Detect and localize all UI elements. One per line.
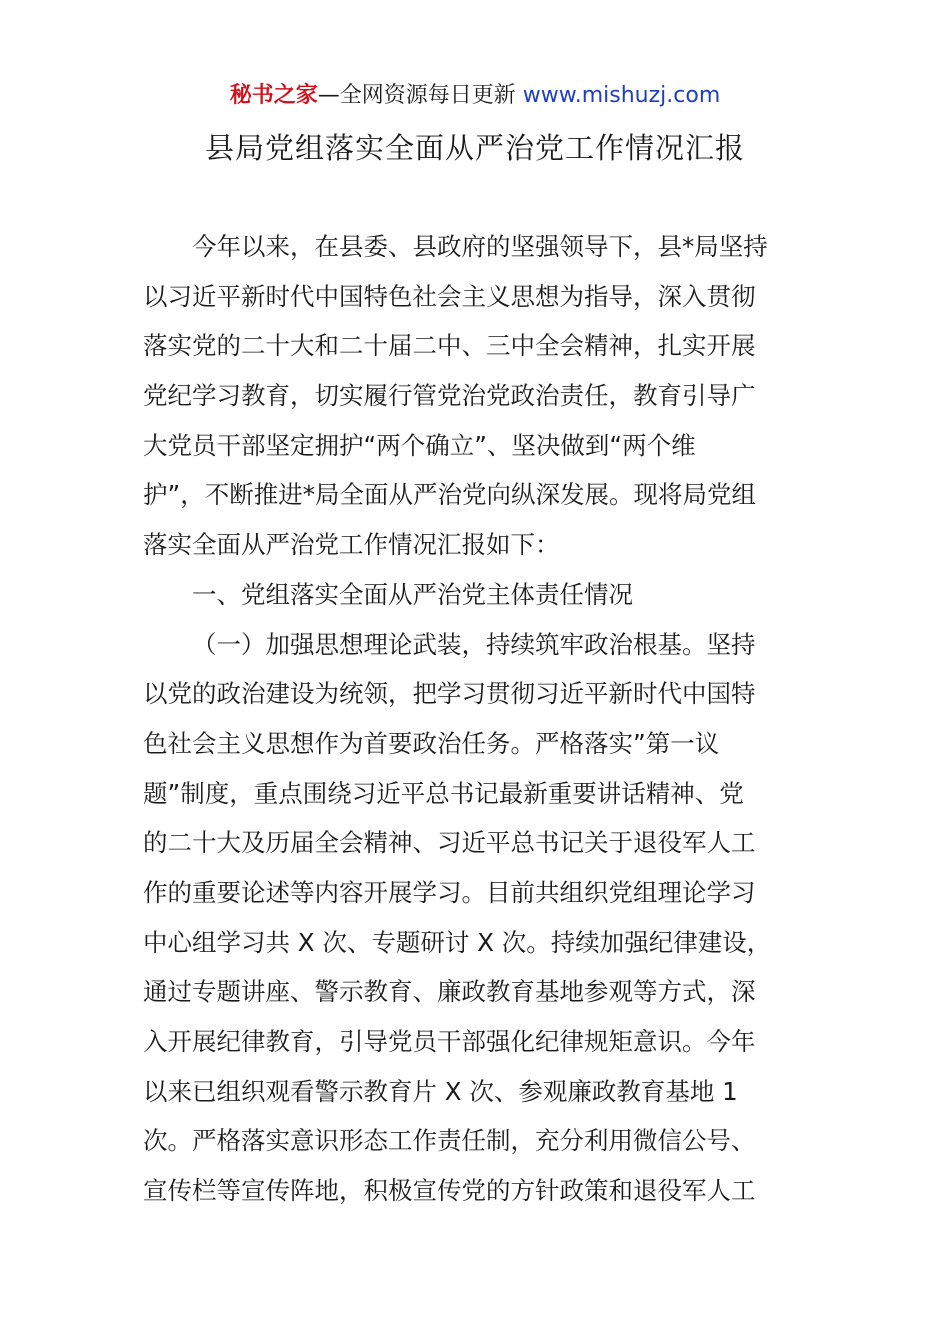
section-heading: 一、党组落实全面从严治党主体责任情况 [192,579,633,609]
body-line: 以来已组织观看警示教育片 X 次、参观廉政教育基地 1 [143,1076,738,1106]
body-line: 通过专题讲座、警示教育、廉政教育基地参观等方式，深 [143,977,756,1007]
body-line: 色社会主义思想作为首要政治任务。严格落实”第一议 [143,728,720,758]
body-line: 护”，不断推进*局全面从严治党向纵深发展。现将局党组 [143,480,756,510]
subsection-line: （一）加强思想理论武装，持续筑牢政治根基。坚持 [192,629,756,659]
document-body [143,228,808,1222]
header-tagline: —全网资源每日更新 [317,83,516,108]
body-line: 党纪学习教育，切实履行管党治党政治责任，教育引导广 [143,381,756,411]
body-line: 大党员干部坚定拥护“两个确立”、坚决做到“两个维 [143,430,696,460]
body-line: 作的重要论述等内容开展学习。目前共组织党组理论学习 [143,877,756,907]
body-line: 的二十大及历届全会精神、习近平总书记关于退役军人工 [143,828,756,858]
brand-name: 秘书之家 [229,83,318,108]
body-line: 题”制度，重点围绕习近平总书记最新重要讲话精神、党 [143,778,744,808]
body-line: 入开展纪律教育，引导党员干部强化纪律规矩意识。今年 [143,1027,756,1056]
body-line: 落实党的二十大和二十届二中、三中全会精神，扎实开展 [143,331,756,361]
body-line: 次。严格落实意识形态工作责任制，充分利用微信公号、 [143,1126,756,1156]
body-line: 以习近平新时代中国特色社会主义思想为指导，深入贯彻 [143,281,756,311]
body-line: 落实全面从严治党工作情况汇报如下： [143,530,560,560]
body-line: 宣传栏等宣传阵地，积极宣传党的方针政策和退役军人工 [143,1176,756,1206]
body-line: 中心组学习共 X 次、专题研讨 X 次。持续加强纪律建设， [143,927,772,957]
site-url-link[interactable]: www.mishuzj.com [522,83,721,108]
body-line: 今年以来，在县委、县政府的坚强领导下，县*局坚持 [192,232,768,261]
document-title: 县局党组落实全面从严治党工作情况汇报 [204,131,745,165]
body-line: 以党的政治建设为统领，把学习贯彻习近平新时代中国特 [143,679,756,709]
site-header [0,80,950,112]
